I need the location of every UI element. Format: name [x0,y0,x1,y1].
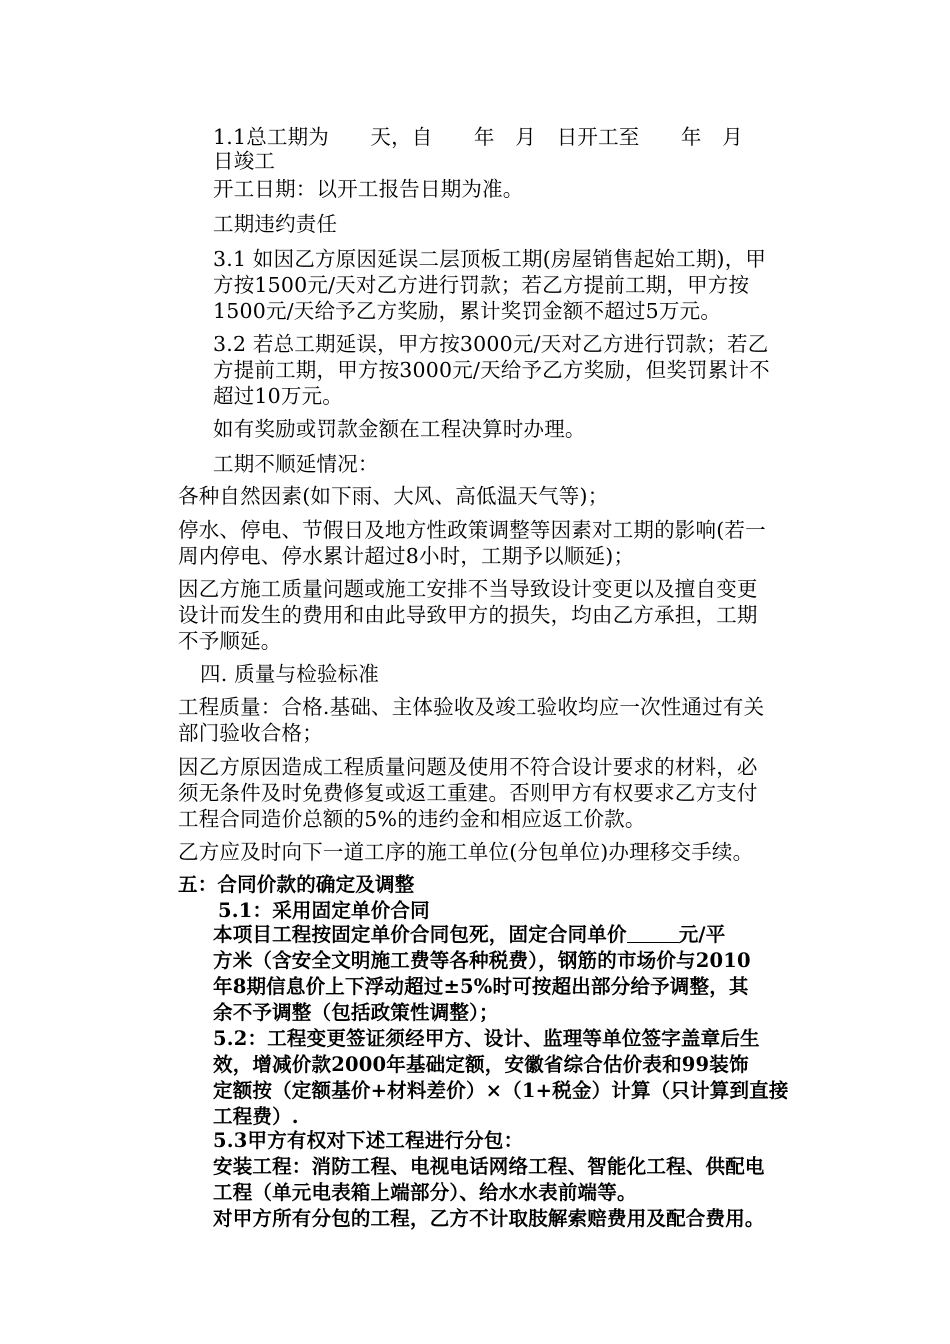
no-extension-heading: 工期不顺延情况： [213,452,379,476]
fixed-price-text: 本项目工程按固定单价合同包死，固定合同单价 [213,923,627,946]
section-5-heading: 五：合同价款的确定及调整 [178,873,415,896]
clause-1-1-line-2: 日竣工 [213,149,276,173]
start-date-line: 开工日期：以开工报告日期为准。 [213,177,524,201]
clause-5-2-line-1: 5.2：工程变更签证须经甲方、设计、监理等单位签字盖章后生 [213,1027,760,1050]
subcontract-line-3: 对甲方所有分包的工程，乙方不计取肢解索赔费用及配合费用。 [213,1207,765,1230]
clause-3-1-line-1: 3.1 如因乙方原因延误二层顶板工期(房屋销售起始工期)，甲 [213,247,767,271]
quality-standard-line-1: 工程质量：合格.基础、主体验收及竣工验收均应一次性通过有关 [178,695,765,719]
clause-3-1-line-3: 1500元/天给予乙方奖励，累计奖罚金额不超过5万元。 [213,299,722,323]
clause-5-2-line-3: 定额按（定额基价+材料差价）×（1+税金）计算（只计算到直接 [213,1079,789,1102]
settlement-line: 如有奖励或罚款金额在工程决算时办理。 [213,417,586,441]
rework-line-1: 因乙方原因造成工程质量问题及使用不符合设计要求的材料，必 [178,755,758,779]
clause-3-2-line-2: 方提前工期，甲方按3000元/天给予乙方奖励，但奖罚累计不 [213,358,770,382]
unit-suffix: 元/平 [678,923,726,946]
clause-3-2-line-3: 超过10万元。 [213,384,343,408]
fixed-price-line-4: 余不予调整（包括政策性调整）； [213,1001,499,1024]
clause-5-2-line-4: 工程费）. [213,1105,299,1128]
handover-line: 乙方应及时向下一道工序的施工单位(分包单位)办理移交手续。 [178,840,754,864]
clause-1-1-line-1: 1.1总工期为 天，自 年 月 日开工至 年 月 [213,125,744,149]
clause-3-1-line-2: 方按1500元/天对乙方进行罚款；若乙方提前工期，甲方按 [213,273,750,297]
quality-issue-line-2: 设计而发生的费用和由此导致甲方的损失，均由乙方承担，工期 [178,603,758,627]
section-heading-delay: 工期违约责任 [213,212,338,236]
rework-line-2: 须无条件及时免费修复或返工重建。否则甲方有权要求乙方支付 [178,781,758,805]
rework-line-3: 工程合同造价总额的5%的违约金和相应返工价款。 [178,807,646,831]
outage-line-1: 停水、停电、节假日及地方性政策调整等因素对工期的影响(若一 [178,518,766,542]
clause-5-2-line-2: 效，增减价款2000年基础定额，安徽省综合估价表和99装饰 [213,1053,749,1076]
fixed-price-line-1 [213,922,725,948]
clause-5-3-heading: 5.3甲方有权对下述工程进行分包： [213,1129,524,1152]
section-4-heading: 四. 质量与检验标准 [200,662,380,686]
unit-price-blank [627,924,679,943]
fixed-price-line-3: 年8期信息价上下浮动超过±5%时可按超出部分给予调整，其 [213,975,749,998]
quality-issue-line-1: 因乙方施工质量问题或施工安排不当导致设计变更以及擅自变更 [178,577,758,601]
clause-5-1-heading: 5.1：采用固定单价合同 [218,899,430,922]
natural-factors-line: 各种自然因素(如下雨、大风、高低温天气等)； [178,484,609,508]
clause-3-2-line-1: 3.2 若总工期延误，甲方按3000元/天对乙方进行罚款；若乙 [213,332,769,356]
quality-standard-line-2: 部门验收合格； [178,721,323,745]
outage-line-2: 周内停电、停水累计超过8小时，工期予以顺延)； [178,544,635,568]
subcontract-line-2: 工程（单元电表箱上端部分）、给水水表前端等。 [213,1181,637,1204]
fixed-price-line-2: 方米（含安全文明施工费等各种税费），钢筋的市场价与2010 [213,949,751,972]
subcontract-line-1: 安装工程：消防工程、电视电话网络工程、智能化工程、供配电 [213,1155,765,1178]
quality-issue-line-3: 不予顺延。 [178,629,282,653]
